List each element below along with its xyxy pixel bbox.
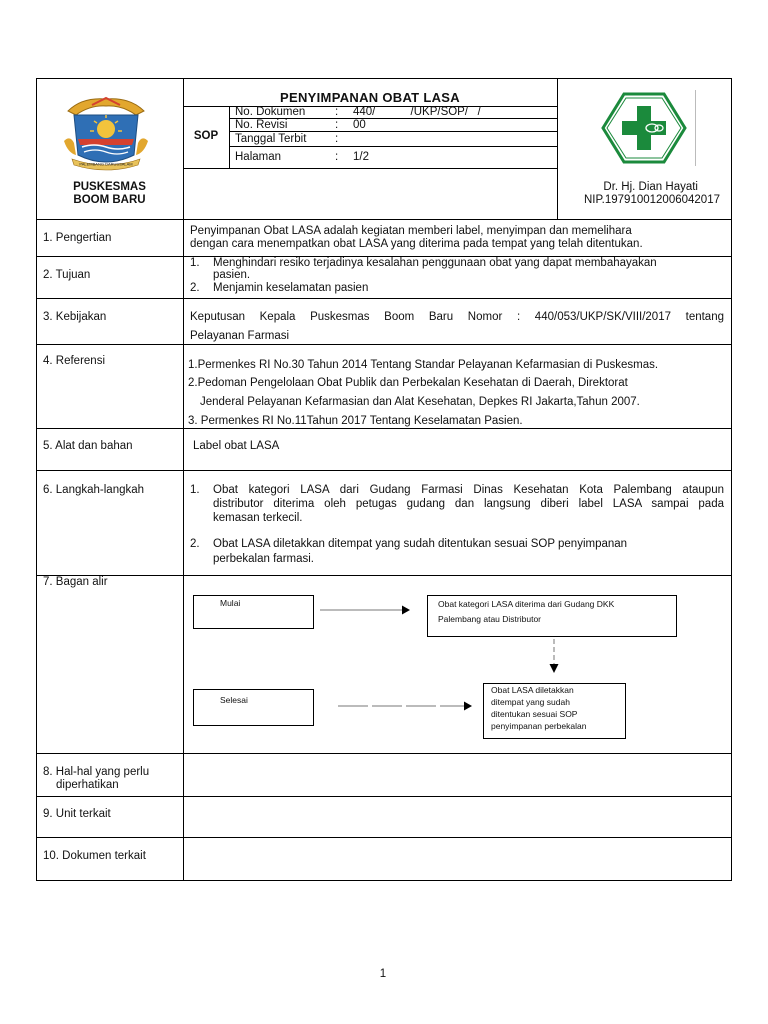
row-line: [36, 344, 731, 345]
dokumen-label: 10. Dokumen terkait: [43, 850, 146, 862]
pengertian-line-2: dengan cara menempatkan obat LASA yang diterima pada tempat yang telah ditentukan.: [190, 238, 643, 250]
kebijakan-line-2: Pelayanan Farmasi: [190, 330, 290, 342]
flow-arrow-left: [336, 700, 476, 712]
tujuan-num-1: 1.: [190, 257, 200, 269]
org-name: [36, 181, 183, 207]
flow-arrow-right: [318, 604, 412, 616]
row-line: [36, 753, 731, 754]
row-line: [36, 837, 731, 838]
kebijakan-line-1: Keputusan Kepala Puskesmas Boom Baru Nomor : 440/053/UKP/SK/VIII/2017 tentang: [190, 311, 724, 323]
tujuan-item-1-cont: pasien.: [213, 269, 251, 281]
puskesmas-logo: [601, 92, 687, 164]
document-title: PENYIMPANAN OBAT LASA: [280, 90, 460, 105]
unit-label: 9. Unit terkait: [43, 808, 111, 820]
flow-step1-line-1: Obat kategori LASA diterima dari Gudang DKK: [438, 599, 615, 609]
palembang-city-logo: [62, 95, 150, 171]
logo-edge-line: [695, 90, 696, 166]
row-line: [36, 796, 731, 797]
flow-end-text: Selesai: [220, 695, 248, 705]
row-line: [36, 428, 731, 429]
langkah-1-line-2: distributor diterima oleh petugas gudang dan langsung diberi label LASA sampai pada: [213, 498, 724, 510]
bagan-label: 7. Bagan alir: [43, 576, 108, 588]
hal-label-line-2: diperhatikan: [56, 779, 119, 791]
kebijakan-label: 3. Kebijakan: [43, 311, 107, 323]
flow-step2-line-2: ditempat yang sudah: [491, 697, 570, 707]
langkah-2-line-1: Obat LASA diletakkan ditempat yang sudah ditentukan sesuai SOP penyimpanan: [213, 538, 628, 550]
org-name-line1: PUSKESMAS: [73, 181, 146, 193]
tujuan-item-1: Menghindari resiko terjadinya kesalahan penggunaan obat yang dapat membahayakan: [213, 257, 657, 269]
flow-start-text: Mulai: [220, 598, 241, 608]
doc-row-line: [183, 168, 557, 169]
label-column-divider: [183, 78, 184, 880]
sop-label: SOP: [193, 130, 219, 142]
row-line: [36, 470, 731, 471]
doc-number-label: No. Dokumen: [235, 106, 306, 118]
page-sep: :: [335, 151, 339, 163]
referensi-label: 4. Referensi: [43, 355, 106, 367]
revision-label: No. Revisi: [235, 119, 288, 131]
org-name-line2: BOOM BARU: [73, 194, 146, 206]
flow-arrow-down: [548, 637, 560, 675]
langkah-label: 6. Langkah-langkah: [43, 484, 145, 496]
page-label: Halaman: [235, 151, 282, 163]
issue-date-label: Tanggal Terbit: [235, 133, 307, 145]
sop-divider: [229, 106, 230, 168]
revision-sep: :: [335, 119, 339, 131]
signer-name: Dr. Hj. Dian Hayati: [603, 181, 698, 193]
referensi-line-4: 3. Permenkes RI No.11Tahun 2017 Tentang Keselamatan Pasien.: [188, 415, 523, 427]
flow-step1-line-2: Palembang atau Distributor: [438, 614, 542, 624]
alat-label: 5. Alat dan bahan: [43, 440, 133, 452]
logo-city-text: PALEMBANG DARUSSALAM: [79, 161, 133, 167]
row-line: [36, 219, 731, 220]
pengertian-line-1: Penyimpanan Obat LASA adalah kegiatan memberi label, menyimpan dan memelihara: [190, 225, 632, 237]
flow-step2-line-4: penyimpanan perbekalan: [491, 721, 587, 731]
page-number: 1: [379, 968, 387, 980]
langkah-1-line-1: Obat kategori LASA dari Gudang Farmasi Dinas Kesehatan Kota Palembang ataupun: [213, 484, 724, 496]
revision-value: 00: [353, 119, 366, 131]
referensi-line-3: Jenderal Pelayanan Kefarmasian dan Alat Kesehatan, Depkes RI Jakarta,Tahun 2007.: [200, 396, 640, 408]
doc-number-sep: :: [335, 106, 339, 118]
page-value: 1/2: [353, 151, 369, 163]
alat-value: Label obat LASA: [193, 440, 280, 452]
langkah-2-line-2: perbekalan farmasi.: [213, 553, 314, 565]
tujuan-label: 2. Tujuan: [43, 269, 91, 281]
flow-step2-line-1: Obat LASA diletakkan: [491, 685, 574, 695]
issue-date-sep: :: [335, 133, 339, 145]
row-line: [36, 575, 731, 576]
referensi-line-2: 2.Pedoman Pengelolaan Obat Publik dan Perbekalan Kesehatan di Daerah, Direktorat: [188, 377, 628, 389]
pengertian-label: 1. Pengertian: [43, 232, 112, 244]
hal-label-line-1: 8. Hal-hal yang perlu: [43, 766, 150, 778]
row-line: [36, 298, 731, 299]
langkah-1-line-3: kemasan terkecil.: [213, 512, 303, 524]
doc-number-value: 440/ /UKP/SOP/ /: [353, 106, 481, 118]
doc-row-line: [229, 146, 557, 147]
flow-step2-line-3: ditentukan sesuai SOP: [491, 709, 578, 719]
flow-start-box: [193, 595, 314, 629]
referensi-line-1: 1.Permenkes RI No.30 Tahun 2014 Tentang Standar Pelayanan Kefarmasian di Puskesmas.: [188, 359, 659, 371]
flow-end-box: [193, 689, 314, 726]
tujuan-num-2: 2.: [190, 282, 200, 294]
tujuan-item-2: Menjamin keselamatan pasien: [213, 282, 369, 294]
langkah-num-1: 1.: [190, 484, 200, 496]
signer-nip: NIP.197910012006042017: [583, 194, 720, 206]
langkah-num-2: 2.: [190, 538, 200, 550]
